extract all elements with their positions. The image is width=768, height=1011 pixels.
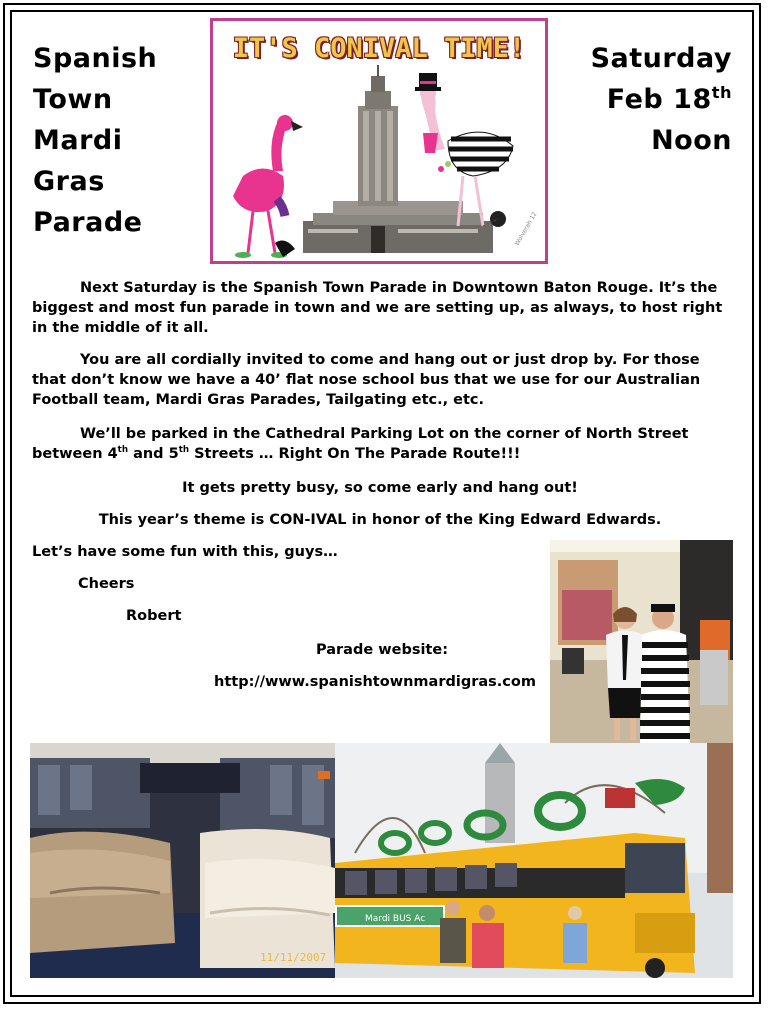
bus-sign-text: Mardi BUS Ac (365, 914, 426, 924)
date-block (591, 38, 732, 161)
costume-photo-scene (550, 540, 733, 743)
capitol-flamingos-illustration (213, 21, 545, 261)
date-day: Saturday (590, 43, 732, 74)
sign-off-cheers: Cheers (78, 576, 135, 592)
location-part: We’ll be parked in the Cathedral Parking Lot on the corner of North Street between 4 (32, 426, 689, 462)
paragraph-busy-text: It gets pretty busy, so come early and hang out! (182, 480, 578, 496)
bus-interior-photo (30, 743, 335, 978)
paragraph-fun-text: Let’s have some fun with this, guys… (32, 544, 338, 560)
left-title (33, 38, 157, 243)
conival-banner-image (210, 18, 548, 264)
website-label: Parade website: (316, 642, 448, 658)
paragraph-location-text (32, 424, 728, 464)
photo-timestamp: 11/11/2007 (260, 951, 327, 964)
ordinal-suffix: th (117, 445, 129, 456)
bus-interior-scene (30, 743, 335, 978)
left-title-line: Parade (33, 207, 143, 238)
location-part: Streets … Right On The Parade Route!!! (189, 446, 521, 462)
sign-off-name: Robert (126, 608, 182, 624)
school-bus-scene (335, 743, 733, 978)
paragraph-invite-text: You are all cordially invited to come and hang out or just drop by. For those that don’t know we have a 40’ flat nose school bus that we use for our Australian Football team, Mardi Gras Parades, Tailgating etc., etc. (32, 352, 701, 408)
school-bus-photo (335, 743, 733, 978)
paragraph-theme (32, 510, 728, 530)
date-date (591, 79, 732, 120)
date-time: Noon (651, 125, 732, 156)
paragraph-intro-text: Next Saturday is the Spanish Town Parade in Downtown Baton Rouge. It’s the biggest and most fun parade in town and we are setting up, as always, to host right in the middle of it all. (32, 280, 723, 336)
website-link[interactable]: http://www.spanishtownmardigras.com (214, 674, 536, 690)
left-title-line: Town (33, 84, 113, 115)
date-date-suffix: th (711, 83, 732, 102)
flamingo-pink-icon (233, 115, 303, 258)
paragraph-intro (32, 278, 728, 338)
paragraph-busy (32, 478, 728, 498)
location-part: and 5 (128, 446, 179, 462)
paragraph-theme-text: This year’s theme is CON-IVAL in honor of the King Edward Edwards. (98, 512, 662, 528)
paragraph-invite (32, 350, 728, 410)
left-title-line: Mardi (33, 125, 123, 156)
left-title-line: Gras (33, 166, 105, 197)
costume-photo (550, 540, 733, 743)
date-date-main: Feb 18 (606, 84, 712, 115)
left-title-line: Spanish (33, 43, 158, 74)
ordinal-suffix: th (178, 445, 190, 456)
artist-signature: Wolverah 12 (513, 210, 539, 247)
paragraph-location (32, 424, 728, 464)
banner-headline: IT'S CONIVAL TIME! (232, 33, 526, 64)
paragraph-fun (32, 542, 532, 562)
